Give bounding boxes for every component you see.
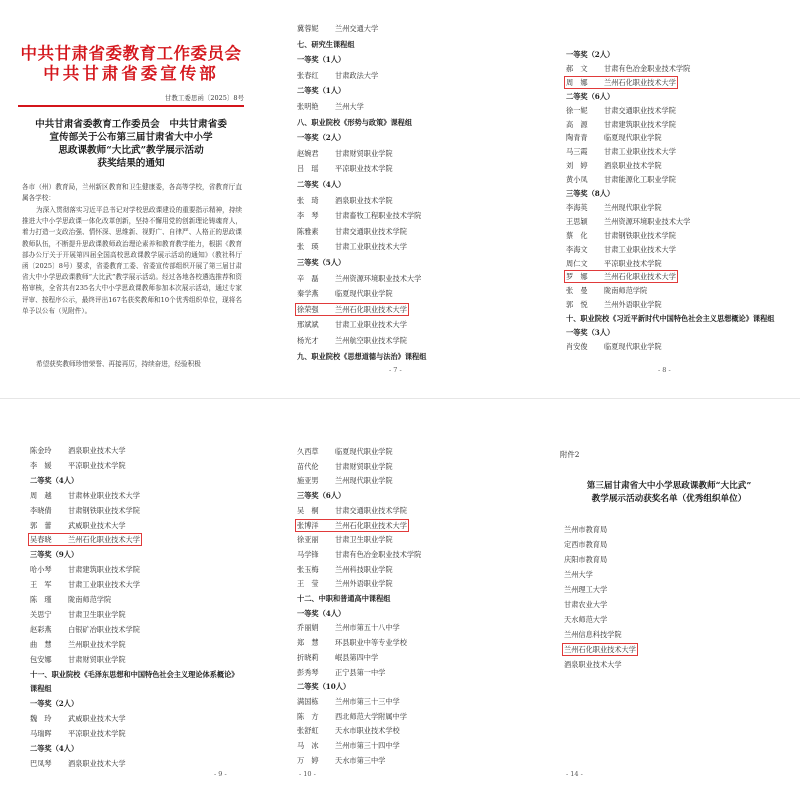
awardee-name: 马 冰: [297, 741, 319, 750]
awardee-organization: 甘肃交通职业技术学院: [604, 105, 676, 115]
document-page-10: [277, 410, 523, 788]
awardee-organization: 兰州资源环境职业技术大学: [335, 273, 422, 283]
awardee-name: 张春红: [297, 70, 319, 80]
awardee-name: 关思宁: [30, 609, 52, 619]
page-row-separator: [0, 398, 800, 399]
notice-title-line-2: 宣传部关于公布第三届甘肃省大中小学: [49, 132, 213, 143]
awardee-name: 陈 瑾: [30, 595, 52, 604]
awardee-name: 施亚男: [297, 476, 319, 486]
awardee-organization: 兰州大学: [335, 102, 364, 111]
awardee-organization: 甘肃卫生职业学院: [335, 535, 393, 545]
awardee-name: 魏 玲: [30, 714, 52, 724]
awardee-row: [566, 300, 662, 309]
awardee-organization: 环县职业中等专业学校: [335, 638, 407, 648]
awardee-name: 李 媛: [30, 460, 52, 470]
awardee-name: 郭 悦: [566, 300, 588, 310]
awardee-organization: 酒泉职业技术学院: [604, 161, 662, 171]
awardee-organization: 兰州现代职业学院: [604, 202, 662, 212]
body-paragraph-1: 为深入贯彻落实习近平总书记对学校思政课建设的重要指示精神，持续推进大中小学思政课一体化改革创新，坚持不懈用党的创新理论铸魂育人，着力打造一支政治强、情怀深、思维新、视野广、自律严、人格正的思政课教师队伍，不断提升思政课教师政治理论素养和教育教学能力，根据《教育部办公厅关于开展第四届全国高校思政课教学展示活动的通知》（教社科厅函〔2025〕8号）要求，省委教育工委、省委宣传部组织开展了第三届甘肃省大中小学思政课教师“大比武”教学展示活动。经过各地各校遴选推荐和资格审核，全省共有235名大中小学思政课教师参加本次展示活动，通过专家评审、按程序公示，最终评出167名获奖教师和10个优秀组织单位，现将名单予以公布（见附件）。: [22, 206, 242, 315]
awardee-organization: 甘肃财贸职业学院: [335, 461, 393, 471]
awardee-name: 哈小琴: [30, 565, 52, 575]
section-heading: 七、研究生课程组: [297, 39, 355, 49]
awardee-name: 赵婉君: [297, 148, 319, 158]
awardee-name: 张玉梅: [297, 564, 319, 574]
awardee-row: [297, 756, 385, 765]
awardee-row: [30, 446, 126, 455]
awardee-organization: 平凉职业技术学院: [604, 258, 662, 268]
awardee-organization: 临夏现代职业学院: [335, 447, 393, 456]
awardee-name: 陶青青: [566, 133, 588, 143]
awardee-organization: 甘肃钢铁职业技术学院: [604, 230, 676, 240]
awardee-name: 蔡 化: [566, 230, 588, 240]
awardee-name: 万 婷: [297, 755, 319, 765]
awardee-organization: 兰州市第三十三中学: [335, 696, 400, 706]
organization-item: 天水师范大学: [564, 615, 608, 624]
awardee-organization: 临夏现代职业学院: [604, 133, 662, 143]
award-level-heading: 一等奖（3人）: [566, 328, 615, 337]
section-heading: 十、职业院校《习近平新时代中国特色社会主义思想概论》课程组: [566, 314, 775, 324]
awardee-organization: 兰州石化职业技术大学: [335, 520, 407, 530]
red-rule: [18, 105, 244, 107]
awardee-organization: 兰州市第五十八中学: [335, 623, 400, 633]
awardee-name: 赵彩燕: [30, 624, 52, 634]
organization-item: 兰州理工大学: [564, 585, 608, 594]
awardee-organization: 甘肃建筑职业技术学院: [604, 119, 676, 129]
awardee-row: [30, 521, 126, 530]
awardee-organization: 天水市职业技术学校: [335, 726, 400, 736]
award-level-heading: 一等奖（4人）: [297, 608, 346, 618]
awardee-name: 周 娜: [566, 77, 588, 87]
awardee-organization: 岷县第四中学: [335, 652, 379, 662]
awardee-organization: 兰州资源环境职业技术大学: [604, 216, 691, 226]
notice-title-line-4: 获奖结果的通知: [97, 158, 165, 169]
awardee-organization: 武威职业技术大学: [68, 520, 126, 530]
awardee-organization: 西北师范大学附属中学: [335, 711, 407, 721]
document-page-1: [8, 10, 254, 388]
awardee-name: 徐荣强: [297, 304, 319, 314]
award-level-heading: 一等奖（2人）: [297, 133, 346, 143]
document-number: 甘教工委思函〔2025〕8号: [164, 94, 244, 102]
awardee-organization: 兰州科技职业学院: [335, 564, 393, 574]
awardee-organization: 甘肃工业职业技术大学: [604, 147, 676, 157]
awardee-row: [30, 610, 126, 619]
document-page-7: [277, 10, 523, 388]
awardee-row: [297, 638, 407, 647]
awardee-row: [566, 286, 647, 295]
awardee-row: [297, 668, 385, 677]
awardee-name: 徐亚丽: [297, 535, 319, 545]
awardee-organization: 甘肃林业职业技术大学: [68, 490, 140, 500]
awardee-name: 吴春晓: [30, 535, 52, 545]
awardee-name: 巴凤琴: [30, 758, 52, 768]
awardee-row: [30, 625, 140, 634]
document-page-8: [546, 10, 792, 388]
awardee-name: 张舒虹: [297, 726, 319, 736]
awardee-organization: 甘肃交通职业技术学院: [335, 226, 407, 236]
awardee-row: [566, 259, 662, 268]
page-number: - 7 -: [389, 366, 402, 374]
awardee-row: [566, 245, 676, 254]
red-headline-2: 中共甘肃省委宣传部: [43, 64, 219, 83]
awardee-organization: 陇南师范学院: [68, 595, 112, 604]
award-level-heading: 三等奖（5人）: [297, 258, 346, 267]
awardee-name: 周仁文: [566, 258, 588, 268]
awardee-organization: 甘肃钢铁职业技术学院: [68, 505, 140, 515]
awardee-row: [297, 579, 393, 588]
awardee-row: [297, 196, 393, 205]
awardee-name: 吕 瑶: [297, 164, 319, 174]
section-heading: 八、职业院校《形势与政策》课程组: [297, 117, 413, 127]
award-level-heading: 一等奖（2人）: [566, 50, 615, 59]
awardee-row: [566, 203, 662, 212]
awardee-name: 李海文: [566, 244, 588, 254]
awardee-organization: 兰州外语职业学院: [335, 579, 393, 589]
awardee-name: 徐一妮: [566, 105, 588, 115]
awardee-organization: 平凉职业技术学院: [68, 460, 126, 470]
award-level-heading: 二等奖（4人）: [30, 744, 79, 753]
awardee-name: 罗 娜: [566, 272, 588, 282]
organization-item: 甘肃农业大学: [564, 600, 608, 609]
award-level-heading: 三等奖（6人）: [297, 491, 346, 501]
document-page-9: [8, 410, 254, 788]
awardee-name: 李晓倩: [30, 505, 52, 515]
awardee-row: [297, 697, 400, 706]
organization-item: 庆阳市教育局: [564, 555, 608, 564]
awardee-row: [566, 217, 690, 226]
awardee-organization: 兰州石化职业技术大学: [68, 535, 140, 545]
notice-title-line-3: 思政课教师“大比武”教学展示活动: [58, 145, 204, 156]
awardee-row: [297, 71, 378, 80]
awardee-organization: 兰州交通大学: [335, 24, 379, 33]
awardee-name: 张 琦: [297, 195, 319, 205]
award-level-heading: 三等奖（9人）: [30, 550, 79, 560]
awardee-row: [566, 133, 662, 142]
awardee-organization: 平凉职业技术学院: [68, 729, 126, 739]
awardee-name: 张 瑛: [297, 242, 319, 252]
awardee-row: [297, 506, 407, 515]
awardee-row: [297, 227, 407, 236]
awardee-row: [297, 741, 400, 750]
awardee-row: [30, 580, 140, 589]
awardee-organization: 兰州航空职业技术学院: [335, 336, 407, 345]
awardee-organization: 甘肃工业职业技术大学: [604, 244, 676, 254]
awardee-organization: 甘肃建筑职业技术学院: [68, 565, 140, 575]
awardee-row: [566, 147, 676, 156]
awardee-row: [297, 164, 393, 173]
awardee-row: [297, 550, 421, 559]
awardee-name: 冀蓉妮: [297, 24, 319, 33]
section-heading: 九、职业院校《思想道德与法治》课程组: [297, 351, 427, 361]
awardee-row: [30, 461, 126, 470]
section-heading: 十二、中职和普通高中课程组: [297, 594, 391, 603]
awardee-row: [297, 447, 393, 456]
awardee-row: [566, 120, 676, 129]
highlighted-awardee-row: [297, 521, 407, 530]
highlighted-awardee-row: [566, 272, 676, 281]
section-heading: 十一、职业院校《毛泽东思想和中国特色社会主义理论体系概论》: [30, 669, 239, 679]
organization-item: 兰州信息科技学院: [564, 630, 622, 639]
awardee-organization: 甘肃能源化工职业学院: [604, 175, 676, 185]
awardee-organization: 甘肃工业职业技术大学: [335, 320, 407, 330]
awardee-organization: 甘肃有色冶金职业技术学院: [335, 549, 422, 559]
document-page-14: [546, 410, 792, 788]
organization-item: 定西市教育局: [564, 540, 608, 549]
awardee-name: 郑 慧: [297, 638, 319, 648]
award-level-heading: 二等奖（4人）: [297, 180, 346, 189]
awardee-name: 张博洋: [297, 520, 319, 530]
awardee-row: [30, 655, 126, 664]
awardee-organization: 酒泉职业技术大学: [68, 758, 126, 768]
awardee-organization: 甘肃卫生职业学院: [68, 609, 126, 619]
highlighted-awardee-row: [566, 78, 676, 87]
award-level-heading: 二等奖（4人）: [30, 475, 79, 485]
awardee-row: [297, 242, 407, 251]
awardee-row: [30, 506, 140, 515]
awardee-row: [30, 640, 126, 649]
awardee-row: [566, 106, 676, 115]
awardee-row: [297, 653, 378, 662]
page-number: - 8 -: [658, 366, 671, 374]
awardee-name: 张明艳: [297, 102, 319, 111]
awardee-row: [297, 24, 378, 33]
award-level-heading: 二等奖（6人）: [566, 91, 615, 101]
awardee-row: [30, 595, 111, 604]
awardee-row: [297, 336, 407, 345]
awardee-row: [297, 712, 407, 721]
awardee-name: 郝 文: [566, 63, 588, 73]
awardee-organization: 临夏现代职业学院: [335, 289, 393, 299]
award-level-heading: 一等奖（1人）: [297, 55, 346, 65]
awardee-name: 曲 慧: [30, 639, 52, 649]
body-paragraph-2: 希望获奖教师珍惜荣誉、再接再厉，持续奋进，经验积极: [36, 360, 201, 368]
awardee-organization: 兰州石化职业技术大学: [604, 272, 676, 282]
awardee-name: 刘 婷: [566, 161, 588, 171]
awardee-organization: 甘肃有色冶金职业技术学院: [604, 63, 691, 73]
awardee-name: 苗代伦: [297, 461, 319, 471]
awardee-row: [30, 759, 126, 768]
awardee-row: [566, 231, 676, 240]
highlighted-awardee-row: [30, 535, 140, 544]
awardee-organization: 兰州石化职业技术大学: [604, 77, 676, 87]
awardee-name: 郭 蕾: [30, 520, 52, 530]
awardee-row: [30, 565, 140, 574]
page-number: - 9 -: [214, 770, 227, 778]
annex-label: 附件2: [560, 450, 580, 459]
awardee-name: 秦学燕: [297, 289, 319, 299]
awardee-name: 王思颖: [566, 216, 588, 226]
awardee-row: [297, 623, 400, 632]
awardee-name: 肖安俊: [566, 341, 588, 351]
awardee-name: 张 曼: [566, 286, 588, 296]
awardee-name: 陈 方: [297, 711, 319, 721]
awardee-row: [297, 476, 393, 485]
awardee-organization: 酒泉职业技术学院: [335, 195, 393, 205]
award-level-heading: 二等奖（10人）: [297, 682, 351, 692]
awardee-row: [30, 729, 126, 738]
awardee-name: 邢斌斌: [297, 320, 319, 330]
awardee-name: 马学锋: [297, 549, 319, 559]
awardee-name: 马瑞晖: [30, 729, 52, 739]
awardee-organization: 甘肃政法大学: [335, 70, 379, 80]
organization-item: 酒泉职业技术大学: [564, 660, 622, 669]
awardee-organization: 甘肃工业职业技术大学: [335, 242, 407, 252]
awardee-organization: 甘肃畜牧工程职业技术学院: [335, 211, 422, 221]
awardee-row: [297, 565, 393, 574]
awardee-name: 辛 磊: [297, 273, 319, 283]
awardee-name: 陈雅素: [297, 226, 319, 236]
awardee-organization: 兰州现代职业学院: [335, 476, 393, 486]
highlighted-organization-item: 兰州石化职业技术大学: [564, 645, 636, 654]
awardee-name: 久西草: [297, 447, 319, 456]
awardee-name: 王 莹: [297, 579, 319, 589]
awardee-row: [297, 102, 364, 111]
highlighted-awardee-row: [297, 305, 407, 314]
awardee-organization: 兰州职业技术学院: [68, 639, 126, 649]
awardee-row: [566, 175, 676, 184]
awardee-row: [30, 714, 126, 723]
awardee-organization: 正宁县第一中学: [335, 667, 386, 677]
awardee-row: [297, 726, 400, 735]
awardee-organization: 甘肃财贸职业学院: [335, 148, 393, 158]
awardee-name: 周 越: [30, 490, 52, 500]
awardee-name: 折晓莉: [297, 652, 319, 662]
awardee-name: 吴 桐: [297, 505, 319, 515]
awardee-row: [297, 289, 393, 298]
awardee-name: 陈金玲: [30, 446, 52, 455]
annex-title-line-1: 第三届甘肃省大中小学思政课教师“大比武”: [586, 481, 752, 491]
award-level-heading: 三等奖（8人）: [566, 189, 615, 198]
awardee-row: [297, 274, 421, 283]
awardee-row: [566, 342, 662, 351]
organization-item: 兰州大学: [564, 570, 593, 579]
awardee-organization: 平凉职业技术学院: [335, 164, 393, 174]
award-level-heading: 一等奖（2人）: [30, 699, 79, 709]
page-number: - 10 -: [299, 770, 316, 778]
awardee-organization: 酒泉职业技术大学: [68, 446, 126, 455]
page-number: - 14 -: [566, 770, 583, 778]
awardee-name: 彭秀琴: [297, 667, 319, 677]
awardee-row: [566, 64, 690, 73]
awardee-name: 李海英: [566, 202, 588, 212]
awardee-organization: 兰州市第三十四中学: [335, 741, 400, 750]
awardee-row: [566, 161, 662, 170]
awardee-organization: 兰州石化职业技术大学: [335, 304, 407, 314]
awardee-name: 高 源: [566, 119, 588, 129]
awardee-organization: 白银矿冶职业技术学院: [68, 624, 140, 634]
awardee-organization: 甘肃交通职业技术学院: [335, 505, 407, 515]
awardee-row: [297, 211, 421, 220]
awardee-organization: 甘肃财贸职业学院: [68, 654, 126, 664]
awardee-organization: 陇南师范学院: [604, 286, 648, 296]
notice-title-line-1: 中共甘肃省委教育工作委员会 中共甘肃省委: [35, 119, 227, 130]
awardee-row: [297, 320, 407, 329]
awardee-name: 乔丽娟: [297, 623, 319, 633]
organization-item: 兰州市教育局: [564, 525, 608, 534]
section-heading: 课程组: [30, 684, 52, 694]
awardee-name: 马三霞: [566, 147, 588, 157]
award-level-heading: 二等奖（1人）: [297, 86, 346, 96]
awardee-name: 满国栋: [297, 696, 319, 706]
awardee-name: 王 军: [30, 580, 52, 590]
awardee-organization: 甘肃工业职业技术大学: [68, 580, 140, 590]
red-headline-1: 中共甘肃省委教育工作委员会: [20, 44, 242, 63]
awardee-organization: 武威职业技术大学: [68, 714, 126, 724]
awardee-name: 杨光才: [297, 336, 319, 345]
awardee-row: [297, 149, 393, 158]
salutation: 各市（州）教育局，兰州新区教育和卫生健康委，各高等学校，省教育厅直属各学校：: [22, 183, 242, 203]
awardee-organization: 兰州外语职业学院: [604, 300, 662, 310]
annex-title-line-2: 教学展示活动获奖名单（优秀组织单位）: [591, 494, 747, 504]
awardee-row: [30, 491, 140, 500]
awardee-row: [297, 535, 393, 544]
awardee-organization: 天水市第三中学: [335, 755, 386, 765]
awardee-name: 黄小凤: [566, 175, 588, 185]
awardee-row: [297, 462, 393, 471]
awardee-organization: 临夏现代职业学院: [604, 341, 662, 351]
awardee-name: 李 琴: [297, 211, 319, 221]
awardee-name: 包安娜: [30, 654, 52, 664]
